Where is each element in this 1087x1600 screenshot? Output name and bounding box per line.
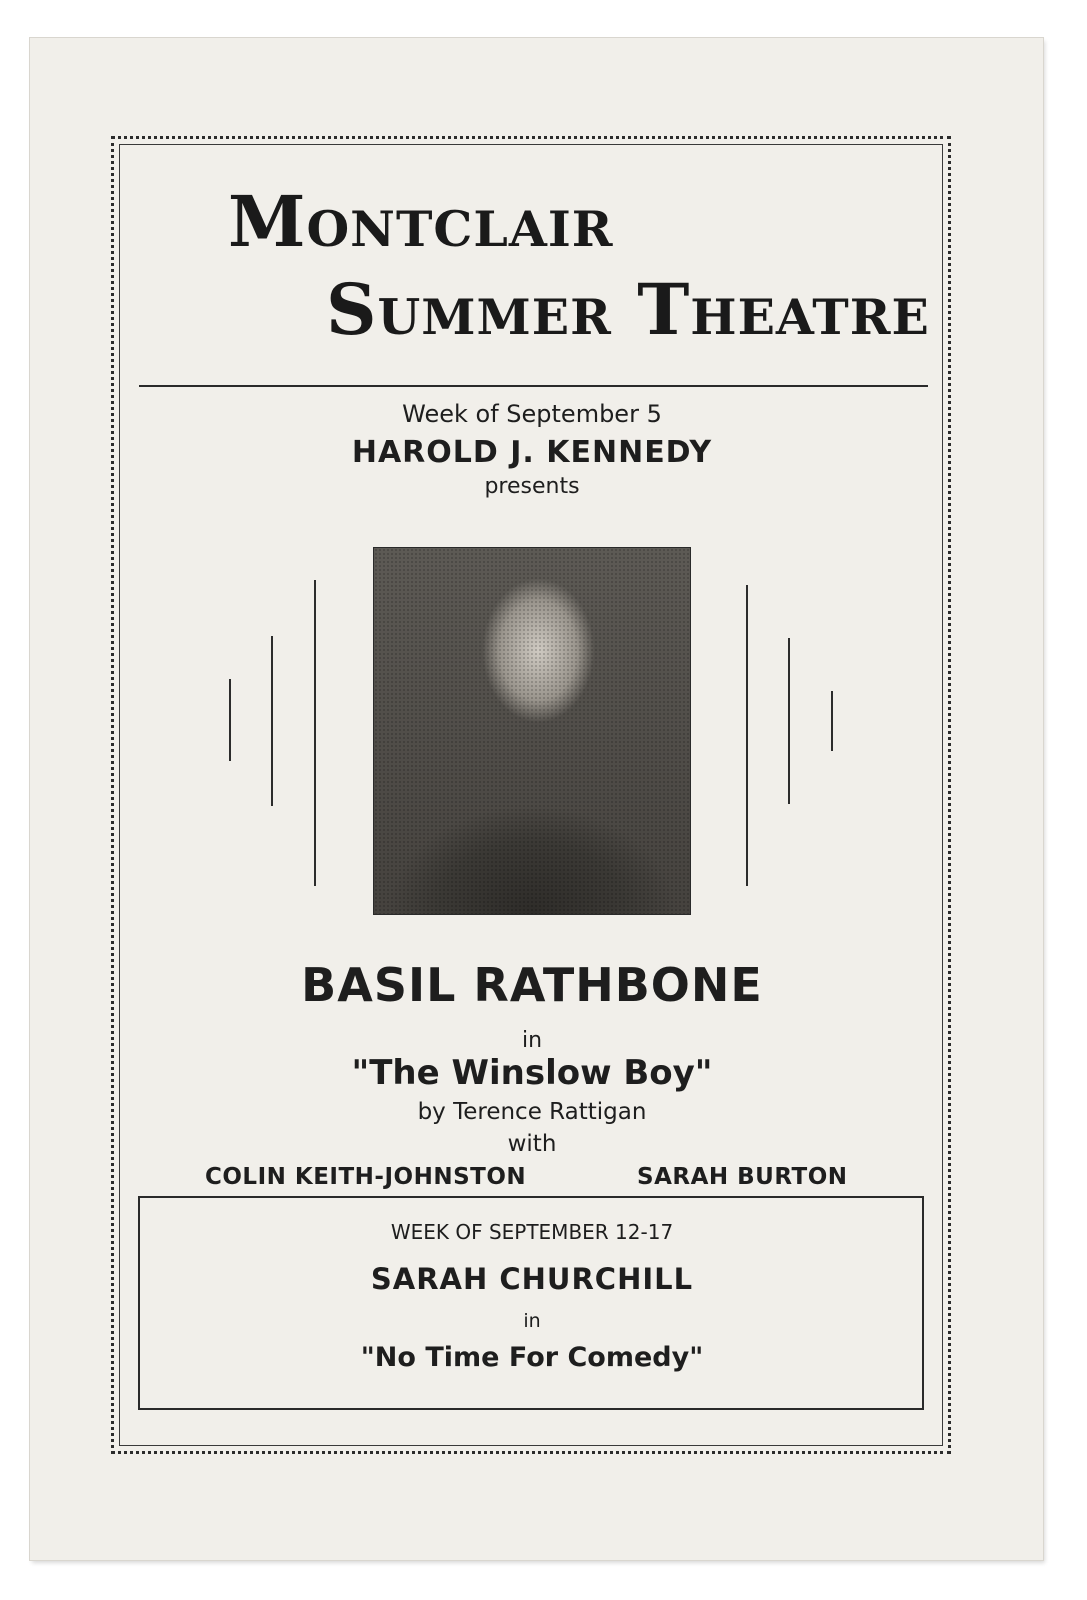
decor-line bbox=[229, 679, 231, 761]
next-week-date: WEEK OF SEPTEMBER 12-17 bbox=[390, 1220, 674, 1244]
next-in-label: in bbox=[523, 1310, 541, 1332]
decor-line bbox=[831, 691, 833, 751]
costar-name: SARAH BURTON bbox=[637, 1164, 848, 1190]
in-label: in bbox=[521, 1028, 543, 1053]
title-divider bbox=[139, 385, 928, 387]
next-star-name: SARAH CHURCHILL bbox=[370, 1262, 694, 1296]
with-label: with bbox=[507, 1131, 557, 1157]
decor-line bbox=[746, 585, 748, 886]
play-title: "The Winslow Boy" bbox=[351, 1053, 713, 1093]
next-play-title: "No Time For Comedy" bbox=[360, 1342, 704, 1373]
decor-line bbox=[314, 580, 316, 886]
decor-line bbox=[271, 636, 273, 806]
star-name: BASIL RATHBONE bbox=[301, 958, 763, 1012]
theatre-title-line1: Montclair bbox=[228, 180, 614, 263]
star-portrait-photo bbox=[373, 547, 691, 915]
week-date: Week of September 5 bbox=[402, 400, 662, 428]
theatre-title-line2: Summer Theatre bbox=[326, 268, 930, 351]
producer-name: HAROLD J. KENNEDY bbox=[351, 435, 713, 470]
decor-line bbox=[788, 638, 790, 804]
presents-label: presents bbox=[484, 474, 580, 499]
costar-name: COLIN KEITH-JOHNSTON bbox=[205, 1164, 527, 1190]
author-credit: by Terence Rattigan bbox=[417, 1099, 647, 1125]
